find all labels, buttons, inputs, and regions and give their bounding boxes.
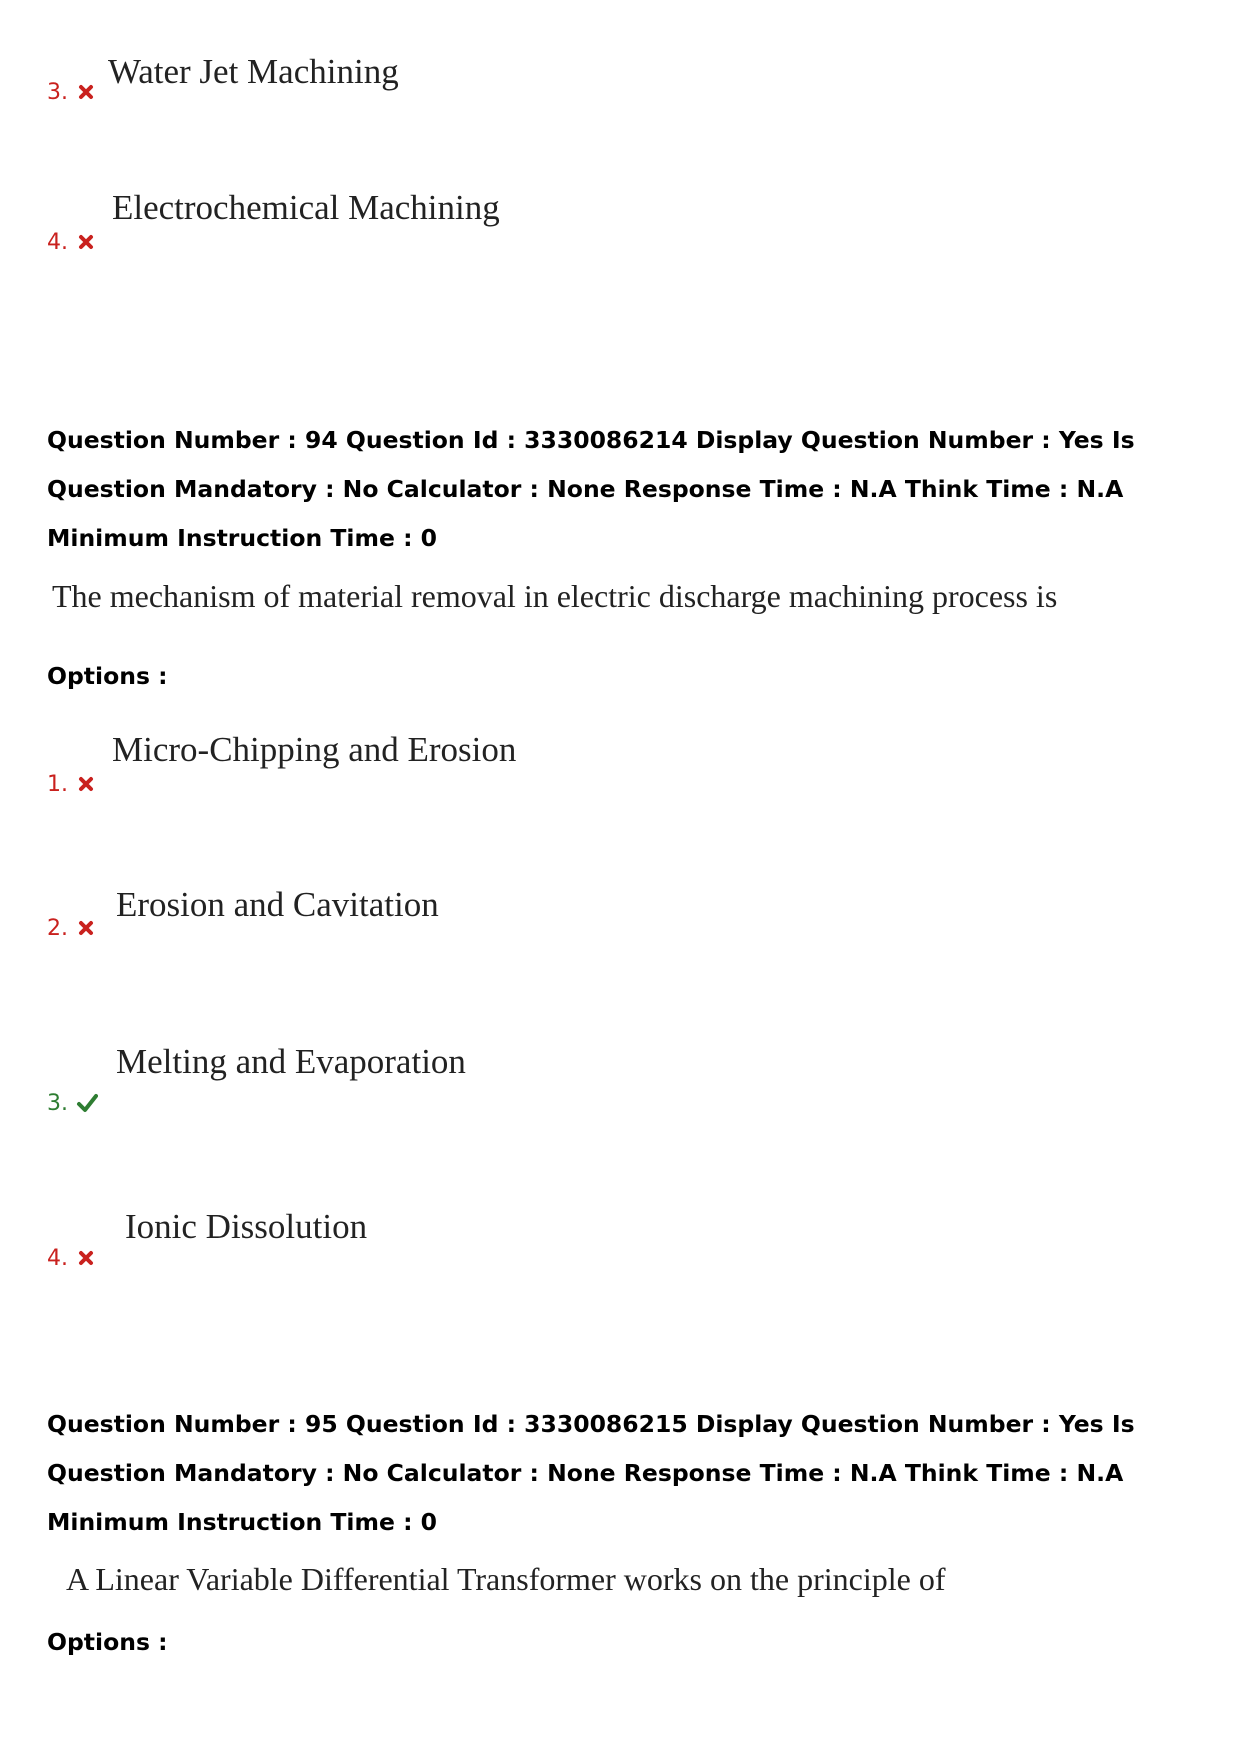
question-94-meta: Question Number : 94 Question Id : 3330086214 Display Question Number : Yes Is Question Mandatory : No Calculator : None Response Time : N.A Think Time : N.A Minimum Instruction Time : 0 xyxy=(47,426,1135,552)
cross-mark-icon xyxy=(77,919,95,937)
cross-mark-icon xyxy=(77,83,95,101)
option-number: 1. xyxy=(47,772,68,797)
question-95-text: A Linear Variable Differential Transformer works on the principle of xyxy=(66,1561,946,1597)
question-95-options-label: Options : xyxy=(47,1628,168,1656)
cross-mark-icon xyxy=(77,775,95,793)
option-text: Electrochemical Machining xyxy=(112,188,500,227)
option-number: 4. xyxy=(47,230,68,255)
check-mark-icon xyxy=(76,1093,98,1113)
option-number: 4. xyxy=(47,1246,68,1271)
option-text: Water Jet Machining xyxy=(108,52,399,91)
cross-mark-icon xyxy=(77,233,95,251)
cross-mark-icon xyxy=(77,1249,95,1267)
option-number: 3. xyxy=(47,80,68,105)
option-number: 2. xyxy=(47,916,68,941)
option-text: Ionic Dissolution xyxy=(125,1207,368,1246)
option-text: Erosion and Cavitation xyxy=(116,885,439,924)
option-text: Micro-Chipping and Erosion xyxy=(112,730,517,769)
option-number: 3. xyxy=(47,1091,68,1116)
question-94-options-label: Options : xyxy=(47,662,168,690)
question-95-meta: Question Number : 95 Question Id : 3330086215 Display Question Number : Yes Is Question Mandatory : No Calculator : None Response Time : N.A Think Time : N.A Minimum Instruction Time : 0 xyxy=(47,1410,1135,1536)
option-text: Melting and Evaporation xyxy=(116,1042,466,1081)
question-94-text: The mechanism of material removal in electric discharge machining process is xyxy=(52,578,1058,614)
